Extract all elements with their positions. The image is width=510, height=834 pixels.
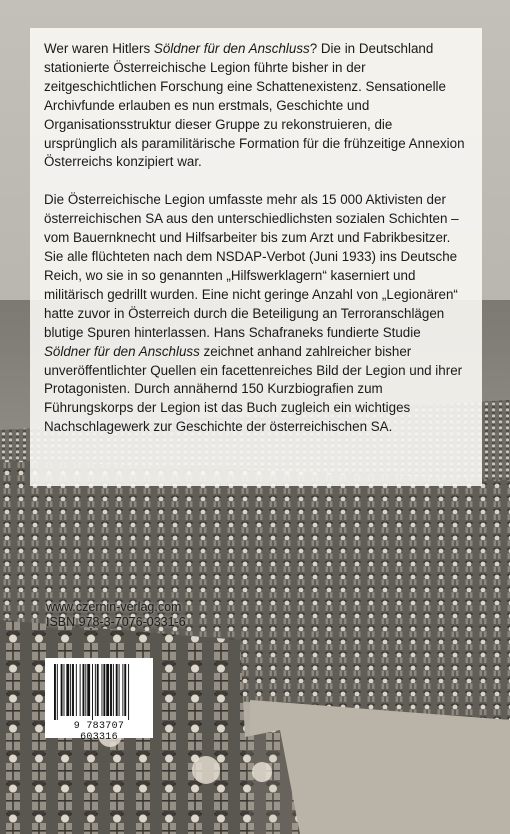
publisher-info <box>46 600 186 630</box>
barcode-bar <box>122 664 123 716</box>
book-title-italic: Söldner für den Anschluss <box>153 41 310 56</box>
barcode-bar <box>128 664 129 720</box>
barcode-bars <box>53 664 145 720</box>
barcode-bar <box>61 664 63 716</box>
barcode-bar <box>87 664 90 716</box>
barcode-bar <box>80 664 81 716</box>
barcode-bar <box>102 664 103 716</box>
blurb-paragraph-1 <box>44 40 468 172</box>
barcode-bar <box>70 664 71 716</box>
blurb-text: zeichnet anhand zahlreicher bisher unveröffentlichter Quellen ein facettenreiches Bild der Legion und ihrer Protagonisten. Durch annähernd 150 Kurzbiografien zum Führungskorps der Legion ist das Buch zugleich ein wichtiges Nachschlagewerk zur Geschichte der österreichischen SA. <box>44 343 463 435</box>
book-title-italic: Söldner für den Anschluss <box>44 343 200 359</box>
barcode-bar <box>85 664 86 716</box>
blurb-text: Die Österreichische Legion umfasste mehr als 15 000 Aktivisten der österreichischen SA aus den unterschiedlichsten sozialen Schichten – vom Bauernknecht und Hilfsarbeiter bis zum Arzt und Fabrikbesitzer. Sie alle flüchteten nach dem NSDAP-Verbot (Juni 1933) ins Deutsche Reich, wo sie in so genannten „Hilfswerklagern“ kaserniert und militärisch gedrillt wurden. Eine nicht geringe Anzahl von „Legionären“ hatte zuvor in Österreich durch die Beteiligung an Terroranschlägen blutige Spuren hinterlassen. Hans Schafraneks fundierte Studie <box>44 192 459 340</box>
publisher-url: www.czernin-verlag.com <box>46 600 182 614</box>
barcode-bar <box>95 664 96 716</box>
barcode-bar <box>76 664 77 716</box>
barcode-bar <box>116 664 118 716</box>
isbn-barcode <box>45 658 153 743</box>
isbn: ISBN 978-3-7076-0331-6 <box>46 615 186 629</box>
blurb-text: ? Die in Deutschland stationierte Österreichische Legion führte bisher in der zeitgeschichtlichen Forschung eine Schattenexistenz. Sensationelle Archivfunde erlauben es nun erstmals, Geschichte und Organisationsstruktur dieser Gruppe zu rekonstruieren, die ursprünglich als paramilitärische Formation für die frühzeitige Annexion Österreichs konzipiert war. <box>44 41 465 170</box>
barcode-bar <box>57 664 58 720</box>
barcode-bar <box>124 664 126 716</box>
barcode-digits: 9 783707 603316 <box>73 721 125 743</box>
barcode-bar <box>97 664 99 716</box>
blurb-text: Wer waren Hitlers <box>44 41 154 56</box>
barcode-bar <box>103 664 105 716</box>
barcode-bar <box>110 664 112 716</box>
barcode-bar <box>54 664 56 720</box>
barcode-bar <box>119 664 120 716</box>
barcode-bar <box>72 664 74 716</box>
barcode-bar <box>113 664 114 716</box>
barcode-bar <box>92 664 93 720</box>
blurb-panel <box>30 28 482 486</box>
barcode-bar <box>66 664 69 716</box>
barcode-bar <box>64 664 65 716</box>
blurb-paragraph-2 <box>44 191 468 437</box>
barcode-bar <box>83 664 85 716</box>
barcode-bar <box>106 664 109 716</box>
